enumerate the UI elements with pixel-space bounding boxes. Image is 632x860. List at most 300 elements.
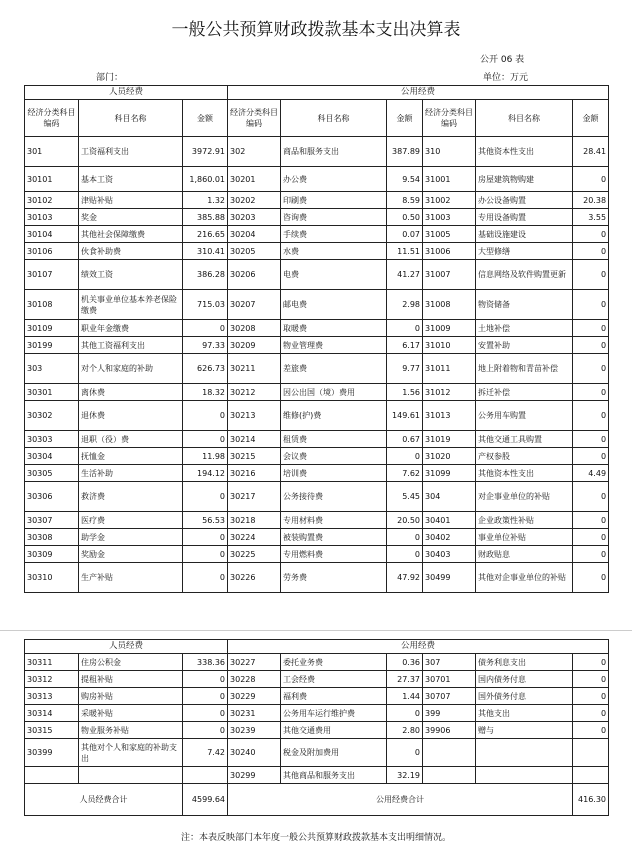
cell-name: 津贴补贴: [79, 192, 183, 209]
cell-amount: 0: [573, 260, 609, 290]
cell-name: 办公设备购置: [476, 192, 573, 209]
header-name: 科目名称: [476, 100, 573, 137]
cell-amount: 0.67: [387, 431, 423, 448]
cell-amount: 3.55: [573, 209, 609, 226]
cell-name: 国内债务付息: [476, 671, 573, 688]
department-label: 部门：: [96, 73, 124, 83]
cell-code: 303: [25, 354, 79, 384]
cell-amount: 3972.91: [183, 137, 228, 167]
cell-amount: 20.50: [387, 512, 423, 529]
cell-amount: 2.98: [387, 290, 423, 320]
cell-amount: 338.36: [183, 654, 228, 671]
cell-code: 30299: [228, 767, 281, 784]
cell-code: 31001: [423, 167, 476, 192]
cell-name: 物业服务补贴: [79, 722, 183, 739]
cell-code: 30204: [228, 226, 281, 243]
cell-code: 30224: [228, 529, 281, 546]
cell-name: 购房补贴: [79, 688, 183, 705]
cell-name: 手续费: [281, 226, 387, 243]
cell-name: 退职（役）费: [79, 431, 183, 448]
cell-name: 大型修缮: [476, 243, 573, 260]
cell-code: 31003: [423, 209, 476, 226]
cell-code: 30303: [25, 431, 79, 448]
table-row: [25, 260, 609, 290]
public-section-header: 公用经费: [228, 86, 609, 100]
public-total-label: 公用经费合计: [228, 784, 573, 816]
cell-code: 31006: [423, 243, 476, 260]
cell-amount: 11.98: [183, 448, 228, 465]
page-title: 一般公共预算财政拨款基本支出决算表: [171, 20, 461, 40]
table-row: [25, 137, 609, 167]
cell-amount: 194.12: [183, 465, 228, 482]
cell-name: 物资储备: [476, 290, 573, 320]
cell-code: 31011: [423, 354, 476, 384]
cell-code: 30217: [228, 482, 281, 512]
header-code: 经济分类科目编码: [423, 100, 476, 137]
table-gap-divider: [0, 630, 632, 631]
cell-name: 水费: [281, 243, 387, 260]
cell-amount: 386.28: [183, 260, 228, 290]
cell-code: 30213: [228, 401, 281, 431]
cell-code: 31009: [423, 320, 476, 337]
table-row: [25, 688, 609, 705]
cell-name: 其他工资福利支出: [79, 337, 183, 354]
cell-amount: 0: [387, 546, 423, 563]
cell-name: 信息网络及软件购置更新: [476, 260, 573, 290]
cell-code: 30499: [423, 563, 476, 593]
cell-amount: 27.37: [387, 671, 423, 688]
cell-name: 奖金: [79, 209, 183, 226]
table-row: [25, 448, 609, 465]
cell-code: 30307: [25, 512, 79, 529]
cell-amount: 0: [573, 722, 609, 739]
cell-amount: 41.27: [387, 260, 423, 290]
cell-amount: 5.45: [387, 482, 423, 512]
cell-name: 税金及附加费用: [281, 739, 387, 767]
cell-name: 商品和服务支出: [281, 137, 387, 167]
cell-name: 国外债务付息: [476, 688, 573, 705]
cell-name: 其他社会保障缴费: [79, 226, 183, 243]
cell-amount: [573, 739, 609, 767]
cell-name: 邮电费: [281, 290, 387, 320]
cell-amount: 216.65: [183, 226, 228, 243]
cell-amount: 9.77: [387, 354, 423, 384]
cell-name: 其他支出: [476, 705, 573, 722]
cell-code: 301: [25, 137, 79, 167]
header-code: 经济分类科目编码: [228, 100, 281, 137]
cell-amount: 0: [573, 688, 609, 705]
cell-code: 31010: [423, 337, 476, 354]
cell-amount: 0: [387, 320, 423, 337]
table-row: [25, 546, 609, 563]
cell-code: 30402: [423, 529, 476, 546]
cell-code: 30214: [228, 431, 281, 448]
cell-code: 30104: [25, 226, 79, 243]
personnel-total-value: 4599.64: [183, 784, 228, 816]
cell-name: 劳务费: [281, 563, 387, 593]
cell-code: 31099: [423, 465, 476, 482]
cell-amount: 0: [183, 401, 228, 431]
cell-name: 生活补助: [79, 465, 183, 482]
cell-amount: 0: [573, 529, 609, 546]
public-section-header: 公用经费: [228, 640, 609, 654]
cell-amount: 0: [183, 529, 228, 546]
cell-name: 采暖补贴: [79, 705, 183, 722]
cell-name: 抚恤金: [79, 448, 183, 465]
cell-code: 30107: [25, 260, 79, 290]
cell-amount: 0: [573, 243, 609, 260]
cell-name: 公务用车运行维护费: [281, 705, 387, 722]
cell-name: 其他交通费用: [281, 722, 387, 739]
cell-code: 30103: [25, 209, 79, 226]
cell-code: 30301: [25, 384, 79, 401]
cell-amount: 0: [573, 705, 609, 722]
cell-name: 企业政策性补贴: [476, 512, 573, 529]
cell-code: 30311: [25, 654, 79, 671]
cell-code: 30218: [228, 512, 281, 529]
cell-amount: 0.50: [387, 209, 423, 226]
cell-code: 30209: [228, 337, 281, 354]
cell-name: 拆迁补偿: [476, 384, 573, 401]
table-row: [25, 722, 609, 739]
cell-name: 委托业务费: [281, 654, 387, 671]
cell-name: 福利费: [281, 688, 387, 705]
totals-row: [25, 784, 609, 816]
cell-name: 基础设施建设: [476, 226, 573, 243]
cell-code: 30310: [25, 563, 79, 593]
table-row: [25, 209, 609, 226]
cell-amount: 0: [573, 482, 609, 512]
table-row: [25, 290, 609, 320]
table-row: [25, 465, 609, 482]
cell-amount: 0: [573, 671, 609, 688]
cell-amount: 1.56: [387, 384, 423, 401]
cell-amount: [573, 767, 609, 784]
cell-name: 办公费: [281, 167, 387, 192]
cell-code: 30312: [25, 671, 79, 688]
header-name: 科目名称: [79, 100, 183, 137]
cell-name: 被装购置费: [281, 529, 387, 546]
cell-code: 30309: [25, 546, 79, 563]
cell-name: 因公出国（境）费用: [281, 384, 387, 401]
cell-code: 30227: [228, 654, 281, 671]
cell-name: 房屋建筑物购建: [476, 167, 573, 192]
cell-amount: 7.42: [183, 739, 228, 767]
cell-amount: 0: [573, 290, 609, 320]
cell-code: 30206: [228, 260, 281, 290]
cell-name: [476, 739, 573, 767]
cell-name: 地上附着物和青苗补偿: [476, 354, 573, 384]
cell-amount: 0: [573, 337, 609, 354]
cell-amount: 4.49: [573, 465, 609, 482]
table-row: [25, 482, 609, 512]
table-row: [25, 705, 609, 722]
cell-amount: 0: [573, 384, 609, 401]
cell-code: 30215: [228, 448, 281, 465]
cell-amount: 0: [183, 671, 228, 688]
cell-code: 31007: [423, 260, 476, 290]
cell-code: 31020: [423, 448, 476, 465]
cell-amount: 0: [573, 431, 609, 448]
cell-code: 30203: [228, 209, 281, 226]
cell-code: 30239: [228, 722, 281, 739]
cell-code: 30308: [25, 529, 79, 546]
cell-code: 31008: [423, 290, 476, 320]
cell-name: 专用设备购置: [476, 209, 573, 226]
cell-name: 印刷费: [281, 192, 387, 209]
table-row: [25, 243, 609, 260]
table-row: [25, 767, 609, 784]
cell-code: 30231: [228, 705, 281, 722]
cell-amount: 0: [573, 354, 609, 384]
cell-amount: 97.33: [183, 337, 228, 354]
cell-name: [79, 767, 183, 784]
cell-amount: 0: [183, 431, 228, 448]
cell-code: 30106: [25, 243, 79, 260]
cell-amount: 0: [183, 563, 228, 593]
cell-amount: 0: [573, 512, 609, 529]
cell-code: 30201: [228, 167, 281, 192]
cell-code: 30403: [423, 546, 476, 563]
cell-code: 30304: [25, 448, 79, 465]
cell-code: 30226: [228, 563, 281, 593]
cell-name: 物业管理费: [281, 337, 387, 354]
cell-code: [25, 767, 79, 784]
cell-code: 30102: [25, 192, 79, 209]
cell-amount: 0: [573, 320, 609, 337]
cell-name: 专用材料费: [281, 512, 387, 529]
expenditure-table-continued: [24, 639, 609, 816]
cell-code: [423, 767, 476, 784]
cell-code: 30108: [25, 290, 79, 320]
cell-name: 其他资本性支出: [476, 465, 573, 482]
cell-name: 赠与: [476, 722, 573, 739]
cell-name: 其他交通工具购置: [476, 431, 573, 448]
cell-name: 维修(护)费: [281, 401, 387, 431]
table-row: [25, 167, 609, 192]
form-number: 公开 06 表: [480, 55, 525, 65]
cell-code: 30313: [25, 688, 79, 705]
header-amount: 金额: [573, 100, 609, 137]
cell-code: 31013: [423, 401, 476, 431]
table-row: [25, 226, 609, 243]
header-name: 科目名称: [281, 100, 387, 137]
cell-code: 39906: [423, 722, 476, 739]
cell-amount: 0: [573, 563, 609, 593]
cell-amount: 32.19: [387, 767, 423, 784]
cell-code: 30228: [228, 671, 281, 688]
cell-name: 取暖费: [281, 320, 387, 337]
cell-name: 基本工资: [79, 167, 183, 192]
cell-amount: 56.53: [183, 512, 228, 529]
table-row: [25, 337, 609, 354]
cell-name: 专用燃料费: [281, 546, 387, 563]
cell-code: 310: [423, 137, 476, 167]
cell-amount: 149.61: [387, 401, 423, 431]
cell-code: 30306: [25, 482, 79, 512]
cell-code: 30199: [25, 337, 79, 354]
expenditure-table-main: [24, 85, 609, 593]
cell-name: 绩效工资: [79, 260, 183, 290]
cell-name: 其他对个人和家庭的补助支出: [79, 739, 183, 767]
cell-amount: 385.88: [183, 209, 228, 226]
cell-name: 对企事业单位的补贴: [476, 482, 573, 512]
cell-code: 30399: [25, 739, 79, 767]
cell-name: 土地补偿: [476, 320, 573, 337]
cell-code: 30212: [228, 384, 281, 401]
cell-amount: 0: [183, 482, 228, 512]
cell-amount: 715.03: [183, 290, 228, 320]
cell-name: 咨询费: [281, 209, 387, 226]
cell-name: 生产补贴: [79, 563, 183, 593]
cell-name: 其他资本性支出: [476, 137, 573, 167]
cell-amount: 6.17: [387, 337, 423, 354]
table-row: [25, 354, 609, 384]
cell-amount: 0: [183, 705, 228, 722]
cell-code: 399: [423, 705, 476, 722]
cell-name: 事业单位补贴: [476, 529, 573, 546]
cell-code: 30707: [423, 688, 476, 705]
cell-amount: 0: [183, 722, 228, 739]
cell-amount: 1,860.01: [183, 167, 228, 192]
cell-amount: 0: [573, 401, 609, 431]
table-row: [25, 563, 609, 593]
cell-amount: [183, 767, 228, 784]
cell-name: 离休费: [79, 384, 183, 401]
cell-name: 产权参股: [476, 448, 573, 465]
cell-code: 307: [423, 654, 476, 671]
table-row: [25, 671, 609, 688]
cell-name: 机关事业单位基本养老保险缴费: [79, 290, 183, 320]
cell-name: 电费: [281, 260, 387, 290]
public-total-value: 416.30: [573, 784, 609, 816]
table-row: [25, 739, 609, 767]
header-amount: 金额: [387, 100, 423, 137]
cell-amount: 0: [573, 226, 609, 243]
cell-amount: 626.73: [183, 354, 228, 384]
cell-amount: 2.80: [387, 722, 423, 739]
table-row: [25, 401, 609, 431]
cell-amount: 387.89: [387, 137, 423, 167]
cell-amount: 7.62: [387, 465, 423, 482]
cell-name: 公务接待费: [281, 482, 387, 512]
cell-amount: 310.41: [183, 243, 228, 260]
cell-amount: 47.92: [387, 563, 423, 593]
cell-amount: 0.36: [387, 654, 423, 671]
cell-name: 退休费: [79, 401, 183, 431]
cell-code: 304: [423, 482, 476, 512]
cell-name: 对个人和家庭的补助: [79, 354, 183, 384]
cell-amount: 20.38: [573, 192, 609, 209]
cell-name: [476, 767, 573, 784]
cell-code: 30202: [228, 192, 281, 209]
cell-code: 30314: [25, 705, 79, 722]
cell-amount: 0: [183, 546, 228, 563]
cell-name: 职业年金缴费: [79, 320, 183, 337]
cell-code: 30208: [228, 320, 281, 337]
cell-code: 30216: [228, 465, 281, 482]
cell-amount: 0: [573, 448, 609, 465]
table-row: [25, 192, 609, 209]
table-row: [25, 320, 609, 337]
cell-amount: 0: [183, 688, 228, 705]
cell-amount: 0: [573, 167, 609, 192]
cell-amount: 28.41: [573, 137, 609, 167]
header-code: 经济分类科目编码: [25, 100, 79, 137]
cell-name: 伙食补助费: [79, 243, 183, 260]
cell-code: 30315: [25, 722, 79, 739]
cell-amount: 8.59: [387, 192, 423, 209]
cell-amount: 1.32: [183, 192, 228, 209]
personnel-section-header: 人员经费: [25, 86, 228, 100]
cell-name: 会议费: [281, 448, 387, 465]
cell-code: 30401: [423, 512, 476, 529]
cell-name: 差旅费: [281, 354, 387, 384]
cell-name: 租赁费: [281, 431, 387, 448]
cell-code: 30211: [228, 354, 281, 384]
cell-name: 其他对企事业单位的补贴: [476, 563, 573, 593]
cell-amount: 0: [183, 320, 228, 337]
table-row: [25, 512, 609, 529]
cell-amount: 0: [387, 529, 423, 546]
cell-amount: 0.07: [387, 226, 423, 243]
personnel-section-header: 人员经费: [25, 640, 228, 654]
cell-code: 30225: [228, 546, 281, 563]
table-row: [25, 431, 609, 448]
cell-code: 31012: [423, 384, 476, 401]
cell-amount: 11.51: [387, 243, 423, 260]
cell-amount: 0: [573, 654, 609, 671]
cell-name: 住房公积金: [79, 654, 183, 671]
cell-name: 公务用车购置: [476, 401, 573, 431]
unit-label: 单位：万元: [483, 73, 529, 83]
cell-code: 30302: [25, 401, 79, 431]
cell-name: 提租补贴: [79, 671, 183, 688]
personnel-total-label: 人员经费合计: [25, 784, 183, 816]
cell-code: 30109: [25, 320, 79, 337]
cell-name: 财政贴息: [476, 546, 573, 563]
cell-code: 30101: [25, 167, 79, 192]
cell-name: 安置补助: [476, 337, 573, 354]
table-row: [25, 529, 609, 546]
cell-name: 培训费: [281, 465, 387, 482]
cell-amount: 0: [387, 739, 423, 767]
table-row: [25, 654, 609, 671]
cell-code: 30229: [228, 688, 281, 705]
cell-name: 其他商品和服务支出: [281, 767, 387, 784]
table-row: [25, 384, 609, 401]
cell-name: 医疗费: [79, 512, 183, 529]
cell-code: 30305: [25, 465, 79, 482]
cell-code: 31002: [423, 192, 476, 209]
cell-amount: 9.54: [387, 167, 423, 192]
cell-code: [423, 739, 476, 767]
cell-name: 工会经费: [281, 671, 387, 688]
cell-name: 奖励金: [79, 546, 183, 563]
header-amount: 金额: [183, 100, 228, 137]
cell-code: 30701: [423, 671, 476, 688]
footnote: 注：本表反映部门本年度一般公共预算财政拨款基本支出明细情况。: [180, 833, 451, 843]
cell-name: 工资福利支出: [79, 137, 183, 167]
cell-name: 救济费: [79, 482, 183, 512]
cell-amount: 1.44: [387, 688, 423, 705]
cell-amount: 0: [573, 546, 609, 563]
cell-code: 30207: [228, 290, 281, 320]
cell-code: 31019: [423, 431, 476, 448]
cell-code: 30205: [228, 243, 281, 260]
cell-amount: 18.32: [183, 384, 228, 401]
cell-amount: 0: [387, 448, 423, 465]
